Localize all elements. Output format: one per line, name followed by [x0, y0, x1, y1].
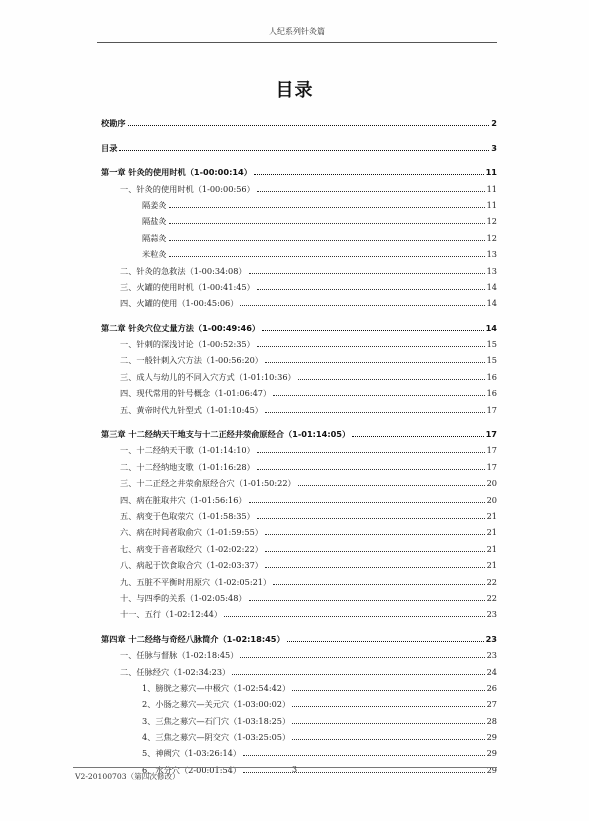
toc-entry-page: 11 — [485, 167, 497, 178]
toc-entry-page: 24 — [486, 666, 497, 677]
toc-entry[interactable] — [101, 489, 497, 505]
toc-entry[interactable] — [101, 399, 497, 415]
toc-entry-page: 16 — [486, 371, 497, 382]
toc-entry-title: 隔姜灸 — [142, 199, 167, 210]
toc-entry-title: 六、病在时间者取俞穴（1-01:59:55） — [120, 527, 263, 538]
table-of-contents — [101, 113, 497, 776]
dot-leader — [249, 273, 485, 274]
dot-leader — [292, 706, 484, 707]
toc-entry[interactable] — [101, 366, 497, 382]
dot-leader — [273, 584, 484, 585]
toc-gap — [101, 154, 497, 162]
dot-leader — [298, 485, 485, 486]
toc-entry-page: 2 — [491, 118, 497, 129]
dot-leader — [265, 534, 485, 535]
footer-version: V2-20100703（第四次修改） — [75, 772, 180, 781]
toc-chapter-entry[interactable] — [101, 113, 497, 129]
toc-entry-page: 11 — [486, 183, 497, 194]
toc-entry-page: 17 — [486, 404, 497, 415]
dot-leader — [265, 567, 485, 568]
toc-entry-title: 6、水分穴（2-00:01:54） — [142, 764, 242, 775]
toc-entry[interactable] — [101, 244, 497, 260]
toc-entry-title: 四、病在脏取井穴（1-01:56:16） — [120, 494, 247, 505]
toc-entry[interactable] — [101, 178, 497, 194]
toc-chapter-entry[interactable] — [101, 424, 497, 440]
toc-entry[interactable] — [101, 538, 497, 554]
toc-entry-title: 第四章 十二经络与奇经八脉简介（1-02:18:45） — [101, 633, 285, 644]
toc-entry-title: 隔盐灸 — [142, 216, 167, 227]
toc-entry-page: 15 — [486, 355, 497, 366]
toc-entry-page: 29 — [486, 764, 497, 775]
toc-entry-title: 第二章 针灸穴位丈量方法（1-00:49:46） — [101, 322, 261, 333]
toc-entry[interactable] — [101, 694, 497, 710]
toc-entry[interactable] — [101, 743, 497, 759]
dot-leader — [298, 379, 485, 380]
toc-entry[interactable] — [101, 555, 497, 571]
toc-entry[interactable] — [101, 571, 497, 587]
dot-leader — [169, 223, 485, 224]
toc-entry-page: 16 — [486, 388, 497, 399]
toc-entry-title: 五、病变于色取荥穴（1-01:58:35） — [120, 510, 255, 521]
toc-entry[interactable] — [101, 277, 497, 293]
toc-entry-page: 29 — [486, 748, 497, 759]
toc-entry-page: 21 — [486, 510, 497, 521]
dot-leader — [352, 436, 483, 437]
toc-entry-title: 1、膀胱之募穴—中极穴（1-02:54:42） — [142, 682, 291, 693]
toc-entry-title: 5、神阙穴（1-03:26:14） — [142, 748, 242, 759]
toc-entry-page: 11 — [486, 199, 497, 210]
toc-gap — [101, 416, 497, 424]
toc-entry-title: 第一章 针灸的使用时机（1-00:00:14） — [101, 167, 252, 178]
toc-entry-page: 23 — [486, 650, 497, 661]
dot-leader — [257, 469, 485, 470]
toc-entry-page: 20 — [486, 494, 497, 505]
toc-entry[interactable] — [101, 334, 497, 350]
toc-entry-title: 隔蒜灸 — [142, 232, 167, 243]
toc-entry-page: 3 — [491, 142, 497, 153]
toc-entry-title: 十一、五行（1-02:12:44） — [120, 609, 223, 620]
dot-leader — [292, 723, 484, 724]
toc-entry-page: 12 — [486, 232, 497, 243]
dot-leader — [265, 362, 485, 363]
dot-leader — [257, 191, 485, 192]
dot-leader — [243, 755, 484, 756]
toc-entry-title: 4、三焦之募穴—阴交穴（1-03:25:05） — [142, 732, 291, 743]
toc-entry-title: 十、与四季的关系（1-02:05:48） — [120, 592, 247, 603]
toc-entry[interactable] — [101, 293, 497, 309]
toc-entry[interactable] — [101, 195, 497, 211]
toc-entry[interactable] — [101, 440, 497, 456]
toc-entry[interactable] — [101, 227, 497, 243]
toc-entry-page: 22 — [486, 576, 497, 587]
toc-chapter-entry[interactable] — [101, 628, 497, 644]
toc-entry[interactable] — [101, 456, 497, 472]
dot-leader — [128, 125, 490, 126]
toc-entry-page: 14 — [486, 298, 497, 309]
dot-leader — [265, 412, 485, 413]
toc-entry-page: 23 — [485, 633, 497, 644]
toc-entry[interactable] — [101, 383, 497, 399]
toc-gap — [101, 309, 497, 317]
toc-entry-title: 校勘序 — [101, 118, 126, 129]
toc-entry-page: 28 — [486, 715, 497, 726]
dot-leader — [287, 641, 484, 642]
dot-leader — [292, 739, 484, 740]
toc-entry[interactable] — [101, 604, 497, 620]
dot-leader — [169, 207, 485, 208]
toc-gap — [101, 129, 497, 137]
toc-entry[interactable] — [101, 473, 497, 489]
dot-leader — [262, 330, 483, 331]
toc-entry-page: 17 — [485, 429, 497, 440]
dot-leader — [265, 551, 485, 552]
dot-leader — [240, 657, 484, 658]
header-rule — [97, 42, 497, 43]
dot-leader — [119, 150, 489, 151]
dot-leader — [257, 346, 485, 347]
toc-gap — [101, 620, 497, 628]
toc-entry-title: 五、黄帝时代九针型式（1-01:10:45） — [120, 404, 263, 415]
toc-entry[interactable] — [101, 678, 497, 694]
toc-entry-title: 四、现代常用的针号概念（1-01:06:47） — [120, 388, 272, 399]
toc-entry[interactable] — [101, 211, 497, 227]
toc-entry[interactable] — [101, 588, 497, 604]
toc-entry[interactable] — [101, 350, 497, 366]
toc-entry-title: 三、火罐的使用时机（1-00:41:45） — [120, 281, 255, 292]
toc-entry-title: 米粒灸 — [142, 249, 167, 260]
toc-entry-page: 27 — [486, 699, 497, 710]
toc-entry-title: 八、病起于饮食取合穴（1-02:03:37） — [120, 560, 263, 571]
toc-entry[interactable] — [101, 645, 497, 661]
dot-leader — [249, 502, 485, 503]
dot-leader — [257, 518, 485, 519]
toc-entry-title: 七、病变于音者取经穴（1-02:02:22） — [120, 543, 263, 554]
dot-leader — [257, 289, 485, 290]
toc-entry-title: 二、任脉经穴（1-02:34:23） — [120, 666, 231, 677]
toc-chapter-entry[interactable] — [101, 137, 497, 153]
toc-entry-title: 一、针灸的使用时机（1-00:00:56） — [120, 183, 255, 194]
toc-entry-page: 14 — [485, 322, 497, 333]
toc-entry-page: 21 — [486, 527, 497, 538]
dot-leader — [240, 305, 484, 306]
toc-entry-title: 2、小肠之募穴—关元穴（1-03:00:02） — [142, 699, 291, 710]
toc-entry-page: 15 — [486, 339, 497, 350]
toc-entry[interactable] — [101, 260, 497, 276]
toc-entry-page: 22 — [486, 592, 497, 603]
toc-entry-title: 二、一般针刺入穴方法（1-00:56:20） — [120, 355, 263, 366]
dot-leader — [249, 600, 485, 601]
toc-entry-page: 20 — [486, 478, 497, 489]
toc-entry[interactable] — [101, 522, 497, 538]
dot-leader — [232, 674, 484, 675]
toc-entry-page: 21 — [486, 543, 497, 554]
toc-chapter-entry[interactable] — [101, 162, 497, 178]
toc-entry-page: 13 — [486, 249, 497, 260]
page-title: 目录 — [275, 80, 314, 101]
dot-leader — [254, 174, 484, 175]
toc-chapter-entry[interactable] — [101, 317, 497, 333]
toc-entry-page: 23 — [486, 609, 497, 620]
dot-leader — [169, 240, 485, 241]
dot-leader — [292, 690, 484, 691]
running-header: 人纪系列针灸篇 — [269, 27, 325, 36]
dot-leader — [273, 395, 484, 396]
toc-entry-title: 三、成人与幼儿的不同入穴方式（1-01:10:36） — [120, 371, 296, 382]
toc-entry-title: 四、火罐的使用（1-00:45:06） — [120, 298, 239, 309]
toc-entry-page: 17 — [486, 445, 497, 456]
toc-entry-page: 12 — [486, 216, 497, 227]
dot-leader — [224, 616, 485, 617]
toc-entry-title: 一、任脉与督脉（1-02:18:45） — [120, 650, 239, 661]
toc-entry-page: 29 — [486, 732, 497, 743]
toc-entry-page: 26 — [486, 682, 497, 693]
toc-entry-title: 第三章 十二经纳天干地支与十二正经井荥俞原经合（1-01:14:05） — [101, 429, 351, 440]
toc-entry-title: 二、十二经纳地支歌（1-01:16:28） — [120, 461, 255, 472]
dot-leader — [169, 256, 485, 257]
toc-entry-page: 14 — [486, 281, 497, 292]
toc-entry-title: 3、三焦之募穴—石门穴（1-03:18:25） — [142, 715, 291, 726]
toc-entry-title: 一、十二经纳天干歌（1-01:14:10） — [120, 445, 255, 456]
toc-entry-page: 13 — [486, 265, 497, 276]
toc-entry-title: 二、针灸的急救法（1-00:34:08） — [120, 265, 247, 276]
dot-leader — [257, 452, 485, 453]
toc-entry[interactable] — [101, 710, 497, 726]
toc-entry-title: 九、五脏不平衡时用原穴（1-02:05:21） — [120, 576, 272, 587]
toc-entry[interactable] — [101, 727, 497, 743]
toc-entry-title: 目录 — [101, 142, 118, 153]
toc-entry[interactable] — [101, 506, 497, 522]
footer-page-number: 3 — [291, 765, 298, 774]
toc-entry[interactable] — [101, 661, 497, 677]
toc-entry-title: 一、针刺的深浅讨论（1-00:52:35） — [120, 339, 255, 350]
toc-entry-page: 21 — [486, 560, 497, 571]
toc-entry-title: 三、十二正经之井荥俞原经合穴（1-01:50:22） — [120, 478, 296, 489]
toc-entry-page: 17 — [486, 461, 497, 472]
